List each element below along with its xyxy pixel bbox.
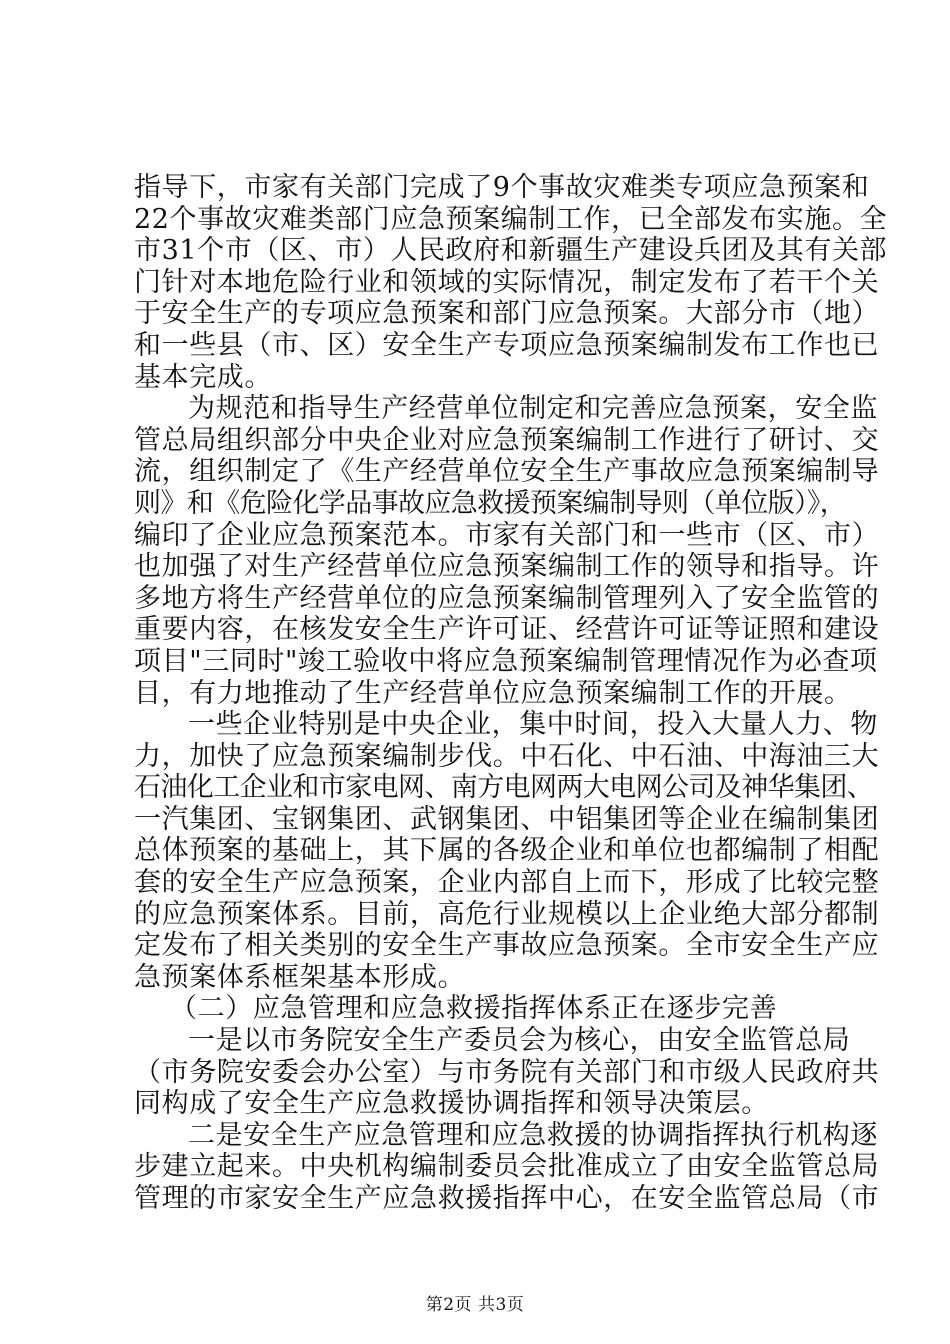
paragraph-first-line: 一些企业特别是中央企业，集中时间，投入大量人力、物 <box>188 709 878 741</box>
text-line: 则》和《危险化学品事故应急救援预案编制导则（单位版）》， <box>134 487 847 519</box>
text-line: 流，组织制定了《生产经营单位安全生产事故应急预案编制导 <box>134 456 880 488</box>
text-line: 指导下，市家有关部门完成了9个事故灾难类专项应急预案和 <box>134 172 870 203</box>
text-line: 定发布了相关类别的安全生产事故应急预案。全市安全生产应 <box>134 930 880 962</box>
text-line: 基本完成。 <box>134 361 272 393</box>
section-heading: （二）应急管理和应急救援指挥体系正在逐步完善 <box>170 993 778 1025</box>
text-line: 同构成了安全生产应急救援协调指挥和领导决策层。 <box>134 1088 769 1120</box>
text-line: 的应急预案体系。目前，高危行业规模以上企业绝大部分都制 <box>134 898 880 930</box>
text-line: 总体预案的基础上，其下属的各级企业和单位也都编制了相配 <box>134 835 880 867</box>
paragraph-first-line: 二是安全生产应急管理和应急救援的协调指挥执行机构逐 <box>188 1119 878 1151</box>
text-line: （市务院安委会办公室）与市务院有关部门和市级人民政府共 <box>134 1056 880 1088</box>
text-line: 管理的市家安全生产应急救援指挥中心，在安全监管总局（市 <box>134 1183 880 1214</box>
text-line: 于安全生产的专项应急预案和部门应急预案。大部分市（地） <box>134 298 880 330</box>
text-line: 管总局组织部分中央企业对应急预案编制工作进行了研讨、交 <box>134 424 880 456</box>
text-line: 也加强了对生产经营单位应急预案编制工作的领导和指导。许 <box>134 551 880 583</box>
text-line: 急预案体系框架基本形成。 <box>134 961 466 993</box>
text-line: 项目"三同时"竣工验收中将应急预案编制管理情况作为必查项 <box>134 645 878 677</box>
text-line: 套的安全生产应急预案，企业内部自上而下，形成了比较完整 <box>134 867 880 899</box>
page-number-footer: 第2页 共3页 <box>425 1295 525 1315</box>
text-line: 步建立起来。中央机构编制委员会批准成立了由安全监管总局 <box>134 1151 880 1183</box>
text-line: 门针对本地危险行业和领域的实际情况，制定发布了若干个关 <box>134 266 880 298</box>
text-line: 力，加快了应急预案编制步伐。中石化、中石油、中海油三大 <box>134 740 880 772</box>
text-line: 石油化工企业和市家电网、南方电网两大电网公司及神华集团、 <box>134 772 874 804</box>
text-line: 市31个市（区、市）人民政府和新疆生产建设兵团及其有关部 <box>134 235 888 267</box>
text-line: 目，有力地推动了生产经营单位应急预案编制工作的开展。 <box>134 677 852 709</box>
text-line: 编印了企业应急预案范本。市家有关部门和一些市（区、市） <box>134 519 880 551</box>
text-line: 重要内容，在核发安全生产许可证、经营许可证等证照和建设 <box>134 614 880 646</box>
paragraph-first-line: 一是以市务院安全生产委员会为核心，由安全监管总局 <box>188 1025 851 1057</box>
text-line: 和一些县（市、区）安全生产专项应急预案编制发布工作也已 <box>134 329 880 361</box>
document-body <box>134 172 888 1215</box>
paragraph-first-line: 为规范和指导生产经营单位制定和完善应急预案，安全监 <box>188 393 878 425</box>
text-line: 22个事故灾难类部门应急预案编制工作，已全部发布实施。全 <box>134 203 888 235</box>
text-line: 多地方将生产经营单位的应急预案编制管理列入了安全监管的 <box>134 582 880 614</box>
text-line: 一汽集团、宝钢集团、武钢集团、中铝集团等企业在编制集团 <box>134 803 880 835</box>
